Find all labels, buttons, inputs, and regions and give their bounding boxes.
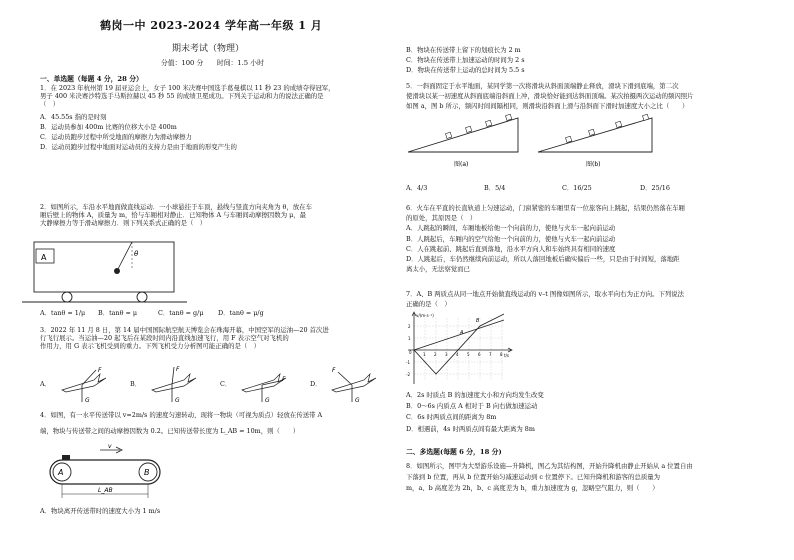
exam-title: 鹤岗一中 2023-2024 学年高一年级 1 月 — [100, 19, 323, 32]
question-1 — [40, 84, 335, 151]
svg-text:F: F — [332, 367, 336, 374]
q5-line: 如图 a，图 b 所示，频闪时间间隔相同，则滑块沿斜面上滑与沿斜面下滑时加速度大小之比（ ） — [406, 102, 689, 111]
q6-line: 的原处，其原因是（ ） — [406, 214, 477, 223]
svg-text:A: A — [460, 330, 464, 336]
exam-subtitle: 期末考试（物理） — [172, 44, 245, 54]
series-a-line — [414, 320, 504, 350]
svg-text:F: F — [176, 366, 180, 373]
q4-option-b: B．物块在传送带上留下的划痕长为 2 m — [406, 46, 521, 54]
svg-text:B: B — [144, 468, 150, 477]
q8-line: m，a、b 高度差为 2h，b、c 高度差为 h，重力加速度为 g，忽略空气阻力，则（ ） — [406, 484, 659, 493]
svg-text:-1: -1 — [406, 360, 410, 365]
question-2 — [40, 203, 312, 228]
svg-text:2: 2 — [434, 352, 437, 357]
hanging-ball — [114, 268, 120, 274]
q1-option-c: C．运动员跑步过程中所受地面的摩擦力为滑动摩擦力 — [40, 133, 192, 142]
svg-text:2: 2 — [408, 324, 411, 329]
q6-option-c: C．人在跳起前、跳起后直到落地，沿水平方向人和车始终具有相同的速度 — [406, 244, 616, 253]
q1-line: 男子 400 米决赛沙特选手马斯拉赫以 45 秒 55 的成绩卫冕成功。下列关于运动和力的说法正确的是 — [40, 92, 324, 101]
q3-plane-c — [234, 364, 294, 404]
q4-option-d: D．物块在传送带上运动的总时间为 5.5 s — [406, 66, 525, 75]
svg-text:A: A — [58, 468, 64, 477]
q2-line: 2．如图所示，车沿水平地面做直线运动．一小球悬挂于车顶，悬线与竖直方向夹角为 θ，放在车 — [40, 203, 312, 211]
q2-option-b: B．tanθ = μ — [98, 309, 137, 317]
q7-vt-graph — [400, 310, 520, 390]
q1-option-d: D．运动员跑步过程中地面对运动员的支持力是由于地面的形变产生的 — [40, 143, 237, 152]
angle-label: θ — [134, 250, 139, 258]
q7-option-a: A．2s 时质点 B 的加速度大小和方向均发生改变 — [406, 391, 544, 399]
svg-text:图(b): 图(b) — [586, 161, 601, 168]
svg-text:B: B — [476, 318, 480, 324]
q1-option-a: A．45.55s 指的是时刻 — [40, 112, 107, 121]
q4-option-c: C．物块在传送带上加速运动的时间为 2 s — [406, 56, 525, 65]
svg-text:F: F — [98, 367, 102, 374]
svg-text:F: F — [282, 376, 286, 383]
q7-option-d: D．相遇前，4s 时两质点间有最大距离为 8m — [406, 424, 535, 433]
svg-text:3: 3 — [445, 352, 448, 357]
q4-line: 端，物块与传送带之间的动摩擦因数为 0.2。已知传送带长度为 L_AB = 10m，则（ ） — [40, 427, 300, 436]
q3-option-d: D． — [310, 380, 322, 388]
svg-text:G: G — [355, 397, 360, 404]
series-b-line — [414, 314, 504, 374]
q2-line: 大静摩擦力等于滑动摩擦力．则下列关系式正确的是（ ） — [40, 219, 207, 228]
q3-plane-b — [144, 364, 204, 404]
svg-text:v/(m·s⁻¹): v/(m·s⁻¹) — [416, 313, 434, 318]
question-8 — [406, 462, 693, 493]
q1-line: （ ） — [40, 100, 60, 109]
exam-meta: 分值：100 分 时间：1.5 小时 — [161, 59, 264, 67]
svg-text:4: 4 — [456, 352, 459, 357]
svg-text:-2: -2 — [406, 372, 410, 377]
svg-text:5: 5 — [467, 352, 470, 357]
q4-conveyor-figure — [40, 442, 170, 502]
question-7 — [406, 290, 684, 308]
q6-option-a: A．人跳起的瞬间，车厢地板给他一个向前的力，使他与火车一起向前运动 — [406, 224, 616, 233]
svg-text:v: v — [108, 443, 112, 450]
q6-line: 6．火车在平直的长直轨道上匀速运动，门窗紧密的车厢里有一位旅客向上跳起，结果仍然落在车厢 — [406, 204, 685, 212]
svg-text:L_AB: L_AB — [98, 487, 113, 494]
q3-plane-a — [54, 364, 114, 404]
svg-text:G: G — [85, 397, 90, 404]
q7-options — [406, 391, 544, 433]
svg-text:6: 6 — [478, 352, 481, 357]
q5-option-b: B．5/4 — [484, 184, 506, 192]
section-multi-choice: 二、多选题(每题 6 分，18 分) — [406, 448, 502, 456]
svg-text:图(a): 图(a) — [454, 161, 469, 168]
question-6 — [406, 204, 685, 273]
q3-options — [40, 364, 385, 406]
svg-text:t/s: t/s — [504, 353, 509, 358]
svg-text:8: 8 — [500, 352, 503, 357]
q5-option-d: D．25/16 — [640, 184, 670, 192]
q2-option-c: C．tanθ = g/μ — [158, 309, 204, 317]
q6-option-d: D．人跳起后，车仍然继续向前运动，所以人落回地板后确实偏后一些，只是由于时间短，落地距 — [406, 255, 680, 264]
svg-text:7: 7 — [489, 352, 492, 357]
q3-option-a: A． — [40, 380, 52, 388]
q5-option-a: A．4/3 — [406, 184, 428, 192]
q5-line: 使滑块以某一初速度从斜面底端沿斜面上冲，滑块恰好能到达斜面顶端。某次拍摄两次运动的频闪照片 — [406, 92, 694, 101]
q7-option-c: C．6s 时两质点间的距离为 8m — [406, 413, 497, 422]
q2-car-figure — [22, 236, 187, 304]
q1-line: 1．在 2023 年杭州第 19 届亚运会上，女子 100 米决赛中国选手葛曼棋以 11 秒 23 的成绩夺得冠军， — [40, 84, 335, 92]
q3-option-b: B． — [130, 380, 142, 388]
svg-text:1: 1 — [408, 336, 411, 341]
q8-line: 下落到 b 位置，再从 b 位置开始匀减速运动到 c 位置停下。已知升降机和游客的总质量为 — [406, 473, 661, 482]
q3-line: 作用力，用 G 表示飞机受到的重力。下列飞机受力分析图可能正确的是（ ） — [40, 342, 261, 351]
svg-text:G: G — [265, 397, 270, 404]
q5-option-c: C．16/25 — [562, 184, 592, 192]
q5-line: 5．一斜面固定于水平地面，某同学第一次将滑块从斜面顶端静止释放，滑块下滑到底端，第二次 — [406, 82, 679, 90]
q3-plane-d — [324, 364, 384, 404]
svg-text:1: 1 — [423, 352, 426, 357]
q4-line: 4．如图，有一水平传送带以 v=2m/s 的速度匀速转动，现将一物块（可视为质点）轻放在传送带 A — [40, 411, 323, 419]
q4-options-continued — [406, 46, 525, 75]
svg-text:G: G — [175, 397, 180, 404]
q5-incline-figures — [406, 112, 686, 172]
q2-line: 厢后壁上的物体 A，质量为 m，恰与车厢相对静止．已知物体 A 与车厢间动摩擦因数为 μ，最 — [40, 211, 307, 220]
question-5 — [406, 82, 694, 111]
question-4 — [40, 411, 322, 435]
q8-line: 8．如图所示，图甲为大型游乐设施—升降机，图乙为其结构图，开始升降机由静止开始从 a 位置自由 — [406, 462, 693, 470]
block-a-label: A — [41, 253, 47, 262]
q5-options — [406, 180, 706, 200]
q7-line: 正确的是（ ） — [406, 300, 451, 309]
q4-option-a: A．物块离开传送带时的速度大小为 1 m/s — [40, 507, 161, 515]
q1-option-b: B．运动员参加 400m 比赛的位移大小是 400m — [40, 122, 177, 131]
question-3 — [40, 326, 329, 351]
q7-line: 7．A、B 两质点从同一地点开始做直线运动的 v–t 图像如图所示，取水平向右为正方向。下列说法 — [406, 290, 685, 298]
svg-text:0: 0 — [409, 350, 412, 355]
q2-option-a: A．tanθ = 1/μ — [40, 309, 86, 317]
section-single-choice: 一、单选题（每题 4 分，28 分） — [40, 75, 143, 83]
q3-line: 3．2022 年 11 月 8 日，第 14 届中国国际航空航天博览会在珠海开幕，中国空军的运油—20 首次进 — [40, 326, 329, 334]
q2-options — [40, 306, 280, 320]
q3-option-c: C． — [220, 380, 232, 388]
q3-line: 行飞行展示。当运油—20 起飞后在某段时间内沿直线加速飞行，用 F 表示空气对飞机的 — [40, 334, 289, 343]
q7-option-b: B．0～6s 内质点 A 相对于 B 向右做加速运动 — [406, 402, 538, 411]
q6-option-b: B．人跳起后，车厢内的空气给他一个向前的力，使他与火车一起向前运动 — [406, 234, 616, 243]
q2-option-d: D．tanθ = μ/g — [218, 309, 264, 317]
q6-option-d-cont: 离太小，无法察觉而已 — [406, 265, 470, 274]
